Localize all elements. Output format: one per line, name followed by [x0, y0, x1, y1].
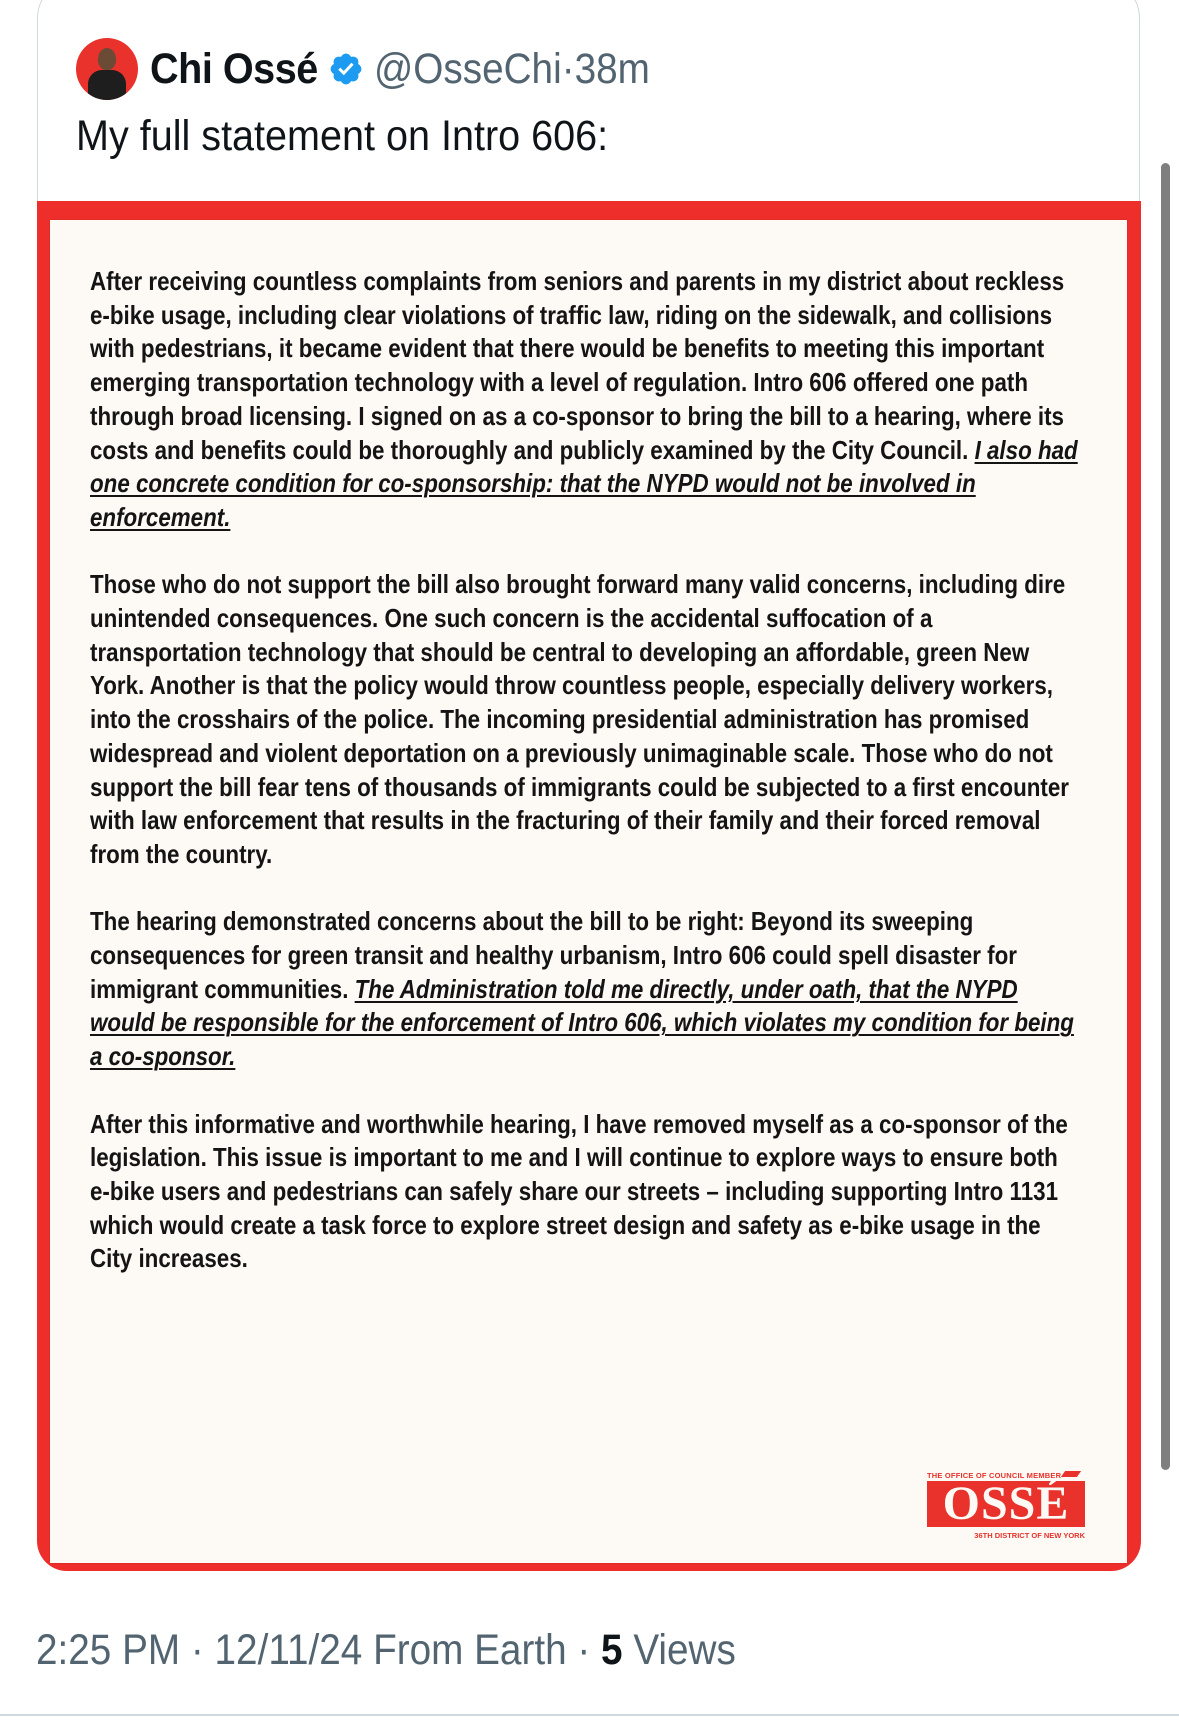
paragraph-text: After receiving countless complaints from seniors and parents in my district about reckless e-bike usage, including clear violations of traffic law, riding on the sidewalk, and collisions with pedestrians, it became evident that there would be benefits to meeting this important emerging transportation technology with a level of regulation. Intro 606 offered one path through broad licensing. I signed on as a co-sponsor to bring the bill to a hearing, where its costs and benefits could be thoroughly and publicly examined by the City Council.: [90, 266, 1065, 465]
relative-time[interactable]: 38m: [574, 44, 651, 93]
separator-dot: ·: [190, 1626, 204, 1674]
scrollbar[interactable]: [1161, 163, 1170, 1470]
separator-dot: ·: [577, 1626, 591, 1674]
paragraph-text: Those who do not support the bill also brought forward many valid concerns, including dire unintended consequences. One such concern is the accidental suffocation of a transportation technology that should be central to developing an affordable, green New York. Another is that the policy would throw countless people, especially delivery workers, into the crosshairs of the police. The incoming presidential administration has promised widespread and violent deportation on a previously unimaginable scale. Those who do not support the bill fear tens of thousands of immigrants could be subjected to a first encounter with law enforcement that results in the fracturing of their family and their forced removal from the country.: [90, 569, 1069, 869]
separator-dot: ·: [562, 44, 575, 93]
paragraph-emphasis: The Administration told me directly, under oath, that the NYPD would be responsible for the enforcement of Intro 606, which violates my condition for being a co-sponsor.: [90, 973, 1074, 1072]
statement-paragraph-1: [90, 265, 1079, 535]
author-handle-and-time[interactable]: [374, 45, 650, 94]
tweet-header: [76, 38, 681, 100]
logo-top-line: THE OFFICE OF COUNCIL MEMBER: [927, 1471, 1062, 1480]
author-display-name[interactable]: Chi Ossé: [150, 44, 318, 93]
tweet-metadata: [36, 1626, 736, 1675]
osse-office-logo: [927, 1471, 1085, 1543]
post-source: From Earth: [373, 1626, 567, 1674]
statement-body: [90, 265, 1080, 1310]
post-time[interactable]: 2:25 PM: [36, 1626, 181, 1674]
avatar[interactable]: [76, 38, 138, 100]
paragraph-emphasis: I also had one concrete condition for co-sponsorship: that the NYPD would not be involved in enforcement.: [90, 434, 1078, 532]
avatar-body-shape: [88, 70, 126, 100]
views-label: Views: [633, 1626, 736, 1674]
statement-paragraph-4: [90, 1108, 1079, 1277]
views-count: 5: [601, 1626, 623, 1674]
tweet-text: My full statement on Intro 606:: [76, 112, 609, 160]
attached-image[interactable]: [37, 201, 1141, 1571]
paragraph-text: The hearing demonstrated concerns about the bill to be right: Beyond its sweeping consequences for green transit and healthy urbanism, Intro 606 could spell disaster for immigrant communities.: [90, 906, 1017, 1004]
logo-bottom-line: 36TH DISTRICT OF NEW YORK: [974, 1531, 1085, 1540]
logo-wordmark: OSSÉ: [927, 1481, 1085, 1527]
divider: [0, 1714, 1179, 1716]
paragraph-text: After this informative and worthwhile hearing, I have removed myself as a co-sponsor of the legislation. This issue is important to me and I will continue to explore ways to ensure both e-bike users and pedestrians can safely share our streets – including supporting Intro 1131 which would create a task force to explore street design and safety as e-bike usage in the City increases.: [90, 1108, 1068, 1274]
statement-paper: [50, 220, 1127, 1563]
author-handle[interactable]: @OsseChi: [374, 44, 563, 93]
avatar-head-shape: [98, 48, 116, 70]
post-date[interactable]: 12/11/24: [214, 1626, 363, 1674]
statement-paragraph-2: [90, 568, 1079, 871]
statement-paragraph-3: [90, 905, 1079, 1074]
verified-badge-icon: [328, 51, 364, 87]
